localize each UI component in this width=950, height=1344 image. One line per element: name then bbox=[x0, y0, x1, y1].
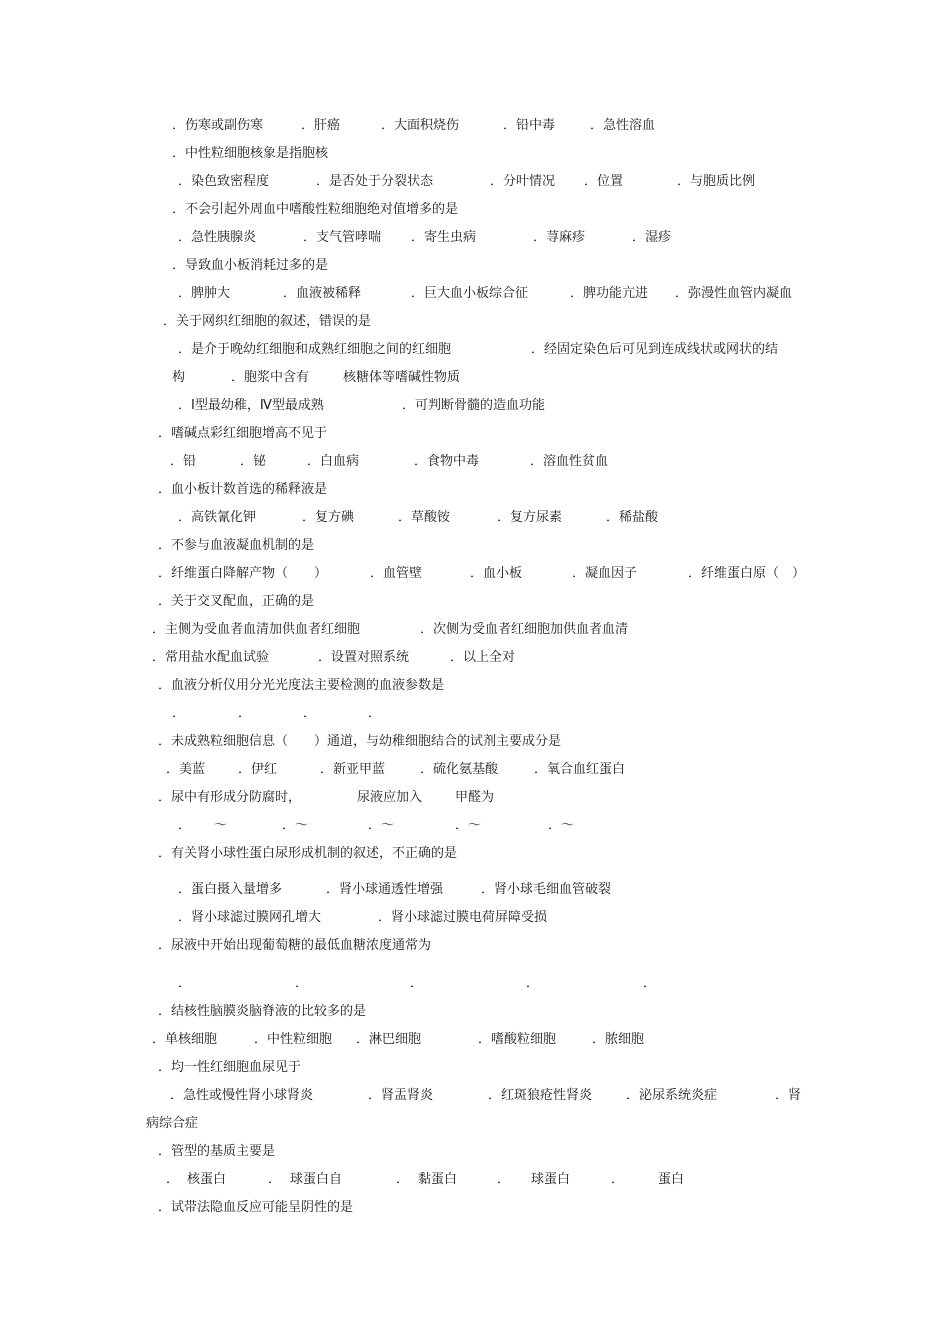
text-line bbox=[0, 761, 950, 779]
text-segment: ． bbox=[172, 706, 186, 721]
text-line bbox=[0, 397, 950, 415]
text-segment: ．染色致密程度 bbox=[178, 174, 270, 189]
text-segment: ． bbox=[410, 976, 424, 991]
text-segment: ．铅 bbox=[170, 454, 197, 469]
text-segment: ．湿疹 bbox=[632, 230, 672, 245]
text-segment: ．肾盂肾炎 bbox=[368, 1088, 434, 1103]
text-segment: ．尿中有形成分防腐时， bbox=[158, 790, 302, 805]
text-segment: ．～ bbox=[368, 818, 395, 833]
text-segment: ． bbox=[178, 976, 192, 991]
text-line bbox=[0, 1031, 950, 1049]
text-segment: ．常用盐水配血试验 bbox=[152, 650, 270, 665]
text-line bbox=[0, 1171, 950, 1189]
text-line bbox=[0, 481, 950, 499]
text-segment: ．胞浆中含有 bbox=[231, 370, 310, 385]
text-segment: ．～ bbox=[282, 818, 309, 833]
text-line bbox=[0, 1199, 950, 1217]
text-line bbox=[0, 733, 950, 751]
text-line bbox=[0, 677, 950, 695]
text-line bbox=[0, 285, 950, 303]
text-line bbox=[0, 145, 950, 163]
text-line bbox=[0, 909, 950, 927]
text-segment: ．脓细胞 bbox=[592, 1032, 645, 1047]
text-segment: ．中性粒细胞 bbox=[254, 1032, 333, 1047]
text-line bbox=[0, 621, 950, 639]
text-line bbox=[0, 509, 950, 527]
text-segment: ．稀盐酸 bbox=[606, 510, 659, 525]
text-segment: ．嗜酸粒细胞 bbox=[478, 1032, 557, 1047]
text-segment: ．设置对照系统 bbox=[318, 650, 410, 665]
text-segment: ．急性溶血 bbox=[590, 118, 656, 133]
text-segment: ．红斑狼疮性肾炎 bbox=[488, 1088, 593, 1103]
text-segment: ．肾小球通透性增强 bbox=[326, 882, 444, 897]
text-segment: ．食物中毒 bbox=[414, 454, 480, 469]
text-line bbox=[0, 1059, 950, 1077]
text-line bbox=[0, 1115, 950, 1133]
text-segment: ． bbox=[368, 706, 382, 721]
text-segment: ．尿液中开始出现葡萄糖的最低血糖浓度通常为 bbox=[158, 938, 432, 953]
text-segment: ．血小板计数首选的稀释液是 bbox=[158, 482, 328, 497]
text-line bbox=[0, 881, 950, 899]
text-segment: ．位置 bbox=[584, 174, 624, 189]
text-segment: ．肾小球滤过膜电荷屏障受损 bbox=[378, 910, 548, 925]
text-segment: ．新亚甲蓝 bbox=[320, 762, 386, 777]
text-segment: ．可判断骨髓的造血功能 bbox=[402, 398, 546, 413]
text-segment: ．泌尿系统炎症 bbox=[626, 1088, 718, 1103]
text-line bbox=[0, 201, 950, 219]
text-segment: ．血管壁 bbox=[370, 566, 423, 581]
text-segment: 球蛋白自 bbox=[290, 1172, 343, 1187]
text-segment: ． bbox=[295, 976, 309, 991]
text-line bbox=[0, 593, 950, 611]
text-segment: ．经固定染色后可见到连成线状或网状的结 bbox=[531, 342, 779, 357]
text-segment: ．草酸铵 bbox=[398, 510, 451, 525]
text-segment: ．巨大血小板综合征 bbox=[411, 286, 529, 301]
text-line bbox=[0, 313, 950, 331]
text-segment: ．纤维蛋白降解产物（ ） bbox=[158, 566, 328, 581]
text-segment: ．支气管哮喘 bbox=[303, 230, 382, 245]
text-segment: ．Ⅰ型最幼稚，Ⅳ型最成熟 bbox=[178, 398, 324, 413]
text-segment: 尿液应加入 bbox=[357, 790, 423, 805]
text-line bbox=[0, 369, 950, 387]
text-segment: 病综合症 bbox=[146, 1116, 199, 1131]
text-segment: ．脾肿大 bbox=[178, 286, 231, 301]
text-line bbox=[0, 173, 950, 191]
text-segment: ． bbox=[611, 1172, 625, 1187]
text-segment: ．单核细胞 bbox=[152, 1032, 218, 1047]
text-line bbox=[0, 1143, 950, 1161]
text-segment: ．～ bbox=[548, 818, 575, 833]
text-line bbox=[0, 937, 950, 955]
text-segment: ．未成熟粒细胞信息（ ）通道，与幼稚细胞结合的试剂主要成分是 bbox=[158, 734, 562, 749]
text-segment: ．大面积烧伤 bbox=[381, 118, 460, 133]
text-segment: ．血小板 bbox=[470, 566, 523, 581]
text-segment: ．以上全对 bbox=[450, 650, 516, 665]
text-segment: ．高铁氰化钾 bbox=[178, 510, 257, 525]
text-segment: ．凝血因子 bbox=[572, 566, 638, 581]
text-line bbox=[0, 537, 950, 555]
text-line bbox=[0, 789, 950, 807]
text-line bbox=[0, 845, 950, 863]
text-segment: ．～ bbox=[455, 818, 482, 833]
text-line bbox=[0, 425, 950, 443]
text-line bbox=[0, 1087, 950, 1105]
text-segment: 黏蛋白 bbox=[418, 1172, 458, 1187]
text-segment: ．中性粒细胞核象是指胞核 bbox=[172, 146, 329, 161]
text-segment: 核蛋白 bbox=[187, 1172, 227, 1187]
text-segment: ．肝癌 bbox=[301, 118, 341, 133]
text-segment: ．美蓝 bbox=[166, 762, 206, 777]
text-segment: ． bbox=[238, 706, 252, 721]
text-line bbox=[0, 117, 950, 135]
text-segment: ．血液分析仪用分光光度法主要检测的血液参数是 bbox=[158, 678, 445, 693]
text-segment: ．荨麻疹 bbox=[533, 230, 586, 245]
text-line bbox=[0, 649, 950, 667]
text-line bbox=[0, 229, 950, 247]
text-segment: ．血液被稀释 bbox=[283, 286, 362, 301]
text-segment: ．伊红 bbox=[238, 762, 278, 777]
text-segment: ． bbox=[526, 976, 540, 991]
text-line bbox=[0, 975, 950, 993]
text-segment: ．有关肾小球性蛋白尿形成机制的叙述，不正确的是 bbox=[158, 846, 458, 861]
text-line bbox=[0, 1003, 950, 1021]
text-segment: ．管型的基质主要是 bbox=[158, 1144, 276, 1159]
text-segment: 核糖体等嗜碱性物质 bbox=[343, 370, 461, 385]
text-line bbox=[0, 341, 950, 359]
text-segment: ．寄生虫病 bbox=[411, 230, 477, 245]
text-segment: ．复方尿素 bbox=[497, 510, 563, 525]
text-segment: ．白血病 bbox=[307, 454, 360, 469]
text-segment: 甲醛为 bbox=[455, 790, 495, 805]
text-segment: ． bbox=[166, 1172, 180, 1187]
text-segment: ． bbox=[178, 818, 192, 833]
text-segment: ．主侧为受血者血清加供血者红细胞 bbox=[152, 622, 361, 637]
text-segment: ．结核性脑膜炎脑脊液的比较多的是 bbox=[158, 1004, 367, 1019]
text-segment: ．铋 bbox=[240, 454, 267, 469]
text-segment: ．溶血性贫血 bbox=[530, 454, 609, 469]
text-segment: ．关于网织红细胞的叙述，错误的是 bbox=[163, 314, 372, 329]
text-segment: ． bbox=[497, 1172, 511, 1187]
text-segment: ．次侧为受血者红细胞加供血者血清 bbox=[420, 622, 629, 637]
text-line bbox=[0, 705, 950, 723]
text-segment: ．硫化氨基酸 bbox=[420, 762, 499, 777]
text-segment: ～ bbox=[214, 818, 228, 833]
text-segment: 蛋白 bbox=[658, 1172, 685, 1187]
text-line bbox=[0, 453, 950, 471]
text-segment: ．弥漫性血管内凝血 bbox=[675, 286, 793, 301]
text-segment: ．嗜碱点彩红细胞增高不见于 bbox=[158, 426, 328, 441]
text-segment: ．关于交叉配血，正确的是 bbox=[158, 594, 315, 609]
text-segment: ．是否处于分裂状态 bbox=[316, 174, 434, 189]
text-segment: ．不参与血液凝血机制的是 bbox=[158, 538, 315, 553]
text-segment: ．伤寒或副伤寒 bbox=[172, 118, 264, 133]
text-segment: ．分叶情况 bbox=[490, 174, 556, 189]
text-segment: ．急性或慢性肾小球肾炎 bbox=[170, 1088, 314, 1103]
text-line bbox=[0, 565, 950, 583]
text-line bbox=[0, 817, 950, 835]
text-segment: ． bbox=[268, 1172, 282, 1187]
text-segment: ．肾 bbox=[775, 1088, 802, 1103]
text-segment: ．纤维蛋白原（ ） bbox=[688, 566, 806, 581]
text-segment: ．与胞质比例 bbox=[677, 174, 756, 189]
text-segment: ．肾小球毛细血管破裂 bbox=[481, 882, 612, 897]
text-segment: ．急性胰腺炎 bbox=[178, 230, 257, 245]
text-segment: 构 bbox=[172, 370, 186, 385]
text-segment: ．脾功能亢进 bbox=[570, 286, 649, 301]
text-segment: ．试带法隐血反应可能呈阴性的是 bbox=[158, 1200, 354, 1215]
text-segment: ．肾小球滤过膜网孔增大 bbox=[178, 910, 322, 925]
text-segment: ．铅中毒 bbox=[503, 118, 556, 133]
text-segment: ．氧合血红蛋白 bbox=[534, 762, 626, 777]
text-segment: ．导致血小板消耗过多的是 bbox=[172, 258, 329, 273]
text-segment: ．不会引起外周血中嗜酸性粒细胞绝对值增多的是 bbox=[172, 202, 459, 217]
text-segment: ．是介于晚幼红细胞和成熟红细胞之间的红细胞 bbox=[178, 342, 452, 357]
text-segment: 球蛋白 bbox=[531, 1172, 571, 1187]
text-segment: ． bbox=[396, 1172, 410, 1187]
text-line bbox=[0, 257, 950, 275]
text-segment: ． bbox=[303, 706, 317, 721]
text-segment: ．淋巴细胞 bbox=[356, 1032, 422, 1047]
text-segment: ．复方碘 bbox=[302, 510, 355, 525]
text-segment: ．均一性红细胞血尿见于 bbox=[158, 1060, 302, 1075]
text-segment: ．蛋白摄入量增多 bbox=[178, 882, 283, 897]
text-segment: ． bbox=[643, 976, 657, 991]
